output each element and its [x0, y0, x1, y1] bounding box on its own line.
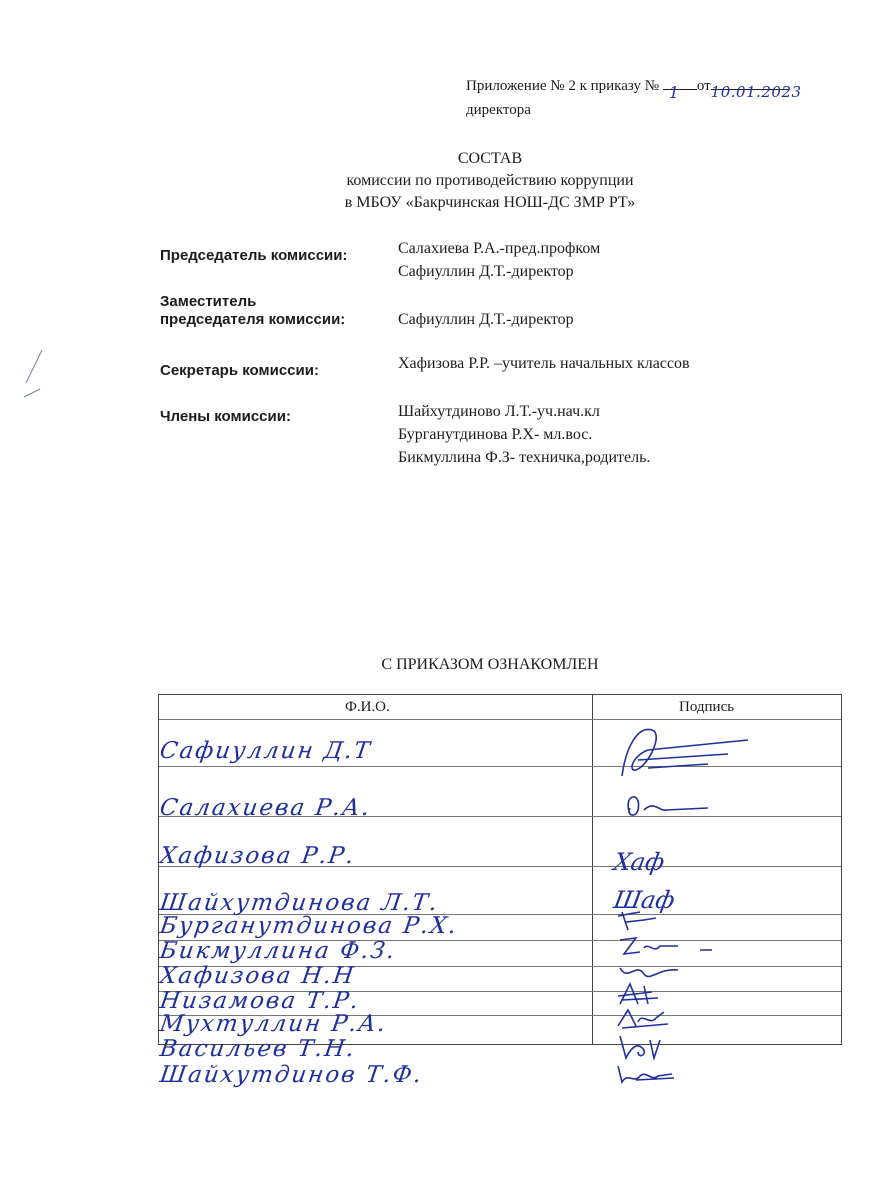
column-header-name: Ф.И.О. — [345, 699, 390, 715]
order-number: 1 — [668, 83, 679, 102]
scan-mark — [18, 345, 48, 405]
signature-1 — [608, 720, 758, 782]
signature-10 — [608, 1030, 718, 1064]
chair-member-2: Сафиуллин Д.Т.-директор — [398, 263, 574, 280]
committee-member-1: Шайхутдиново Л.Т.-уч.нач.кл — [398, 403, 600, 420]
secretary-member-1: Хафизова Р.Р. –учитель начальных классов — [398, 355, 690, 372]
chair-member-1: Салахиева Р.А.-пред.профком — [398, 240, 601, 257]
order-number-field — [663, 83, 697, 102]
appendix-line-2: директора — [466, 102, 531, 118]
role-members-label: Члены комиссии: — [160, 408, 291, 425]
document-subtitle-2: в МБОУ «Бакрчинская НОШ-ДС ЗМР РТ» — [344, 194, 636, 211]
signature-3: Хаф — [611, 848, 667, 876]
appendix-prefix: Приложение № 2 к приказу № — [466, 78, 660, 94]
order-date-field — [710, 83, 802, 101]
deputy-member-1: Сафиуллин Д.Т.-директор — [398, 311, 574, 328]
signer-name-3: Хафизова Р.Р. — [158, 843, 358, 869]
column-header-signature: Подпись — [679, 699, 735, 715]
signature-4: Шаф — [611, 886, 677, 914]
role-secretary-label: Секретарь комиссии: — [160, 362, 319, 379]
signer-name-4: Шайхутдинова Л.Т. — [158, 890, 441, 916]
signer-name-8: Низамова Т.Р. — [158, 988, 362, 1014]
signer-name-6: Бикмуллина Ф.З. — [158, 938, 399, 964]
signer-name-9: Мухтуллин Р.А. — [158, 1011, 389, 1037]
signature-11 — [608, 1062, 718, 1088]
signature-2 — [608, 784, 728, 824]
acknowledge-heading: С ПРИКАЗОМ ОЗНАКОМЛЕН — [381, 656, 599, 673]
signature-5 — [608, 906, 718, 934]
from-label: от — [696, 78, 711, 94]
signer-name-1: Сафиуллин Д.Т — [158, 738, 374, 764]
signer-name-5: Бурганутдинова Р.Х. — [158, 913, 460, 939]
signer-name-10: Васильев Т.Н. — [158, 1036, 358, 1062]
signer-name-7: Хафизова Н.Н — [158, 963, 357, 989]
committee-member-2: Бурганутдинова Р.Х- мл.вос. — [398, 426, 593, 443]
signature-6 — [608, 932, 728, 960]
appendix-line — [466, 78, 802, 102]
role-chair-label: Председатель комиссии: — [160, 247, 348, 264]
committee-member-3: Бикмуллина Ф.З- техничка,родитель. — [398, 449, 651, 466]
document-subtitle-1: комиссии по противодействию коррупции — [346, 172, 634, 189]
signer-name-2: Салахиева Р.А. — [158, 795, 373, 821]
signer-name-11: Шайхутдинов Т.Ф. — [158, 1062, 425, 1088]
order-date: 10.01.2023 — [710, 83, 802, 101]
document-title: СОСТАВ — [457, 150, 523, 167]
role-deputy-label: Заместитель председателя комиссии: — [160, 293, 346, 328]
